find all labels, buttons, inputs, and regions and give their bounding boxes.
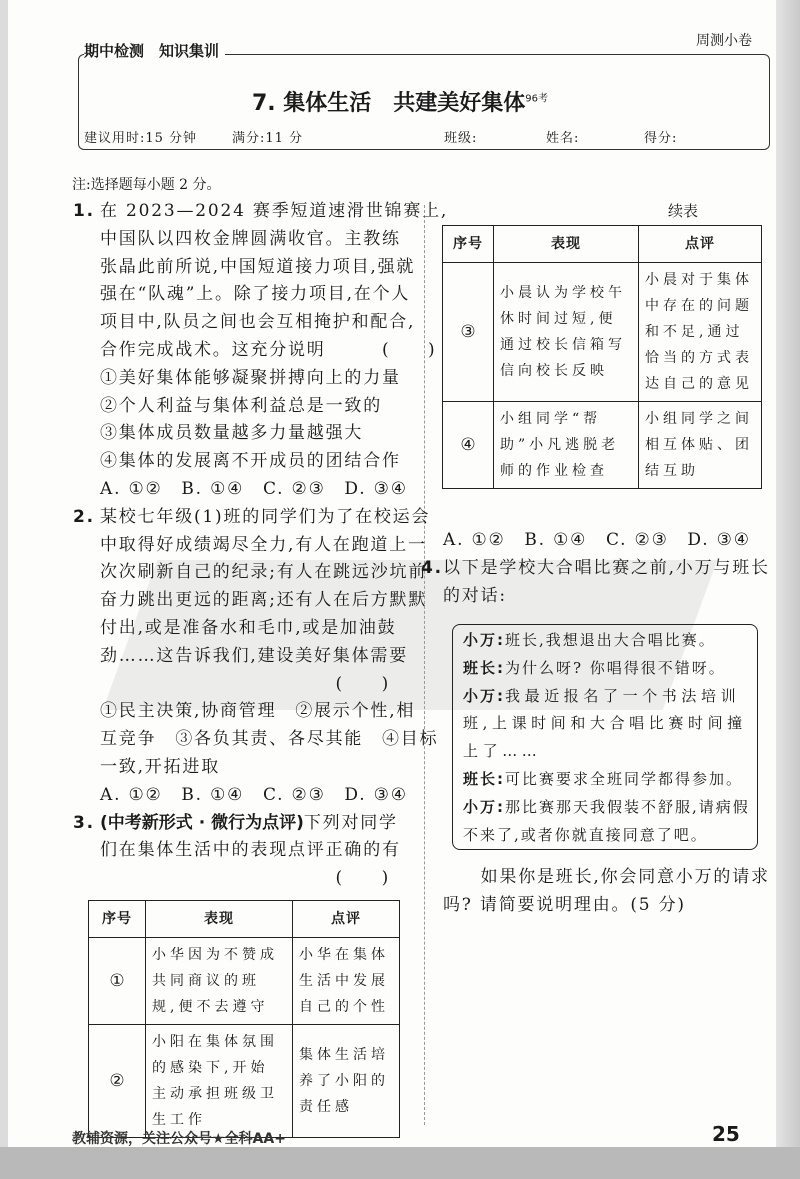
scan-edge-bottom	[0, 1147, 800, 1179]
q3-table	[88, 900, 400, 1138]
q2-line: 奋力跳出更远的距离;还有人在后方默默	[100, 590, 428, 611]
row-performance: 小晨认为学校午休时间过短,便通过校长信箱写信向校长反映	[494, 263, 639, 402]
q2-number: 2.	[73, 506, 95, 527]
title-sup: 96考	[525, 93, 549, 105]
table-row	[443, 402, 762, 489]
q4-line: 的对话:	[443, 585, 507, 606]
q4-question-line: 吗? 请简要说明理由。(5 分)	[443, 894, 686, 915]
q1-line: 在 2023—2024 赛季短道速滑世锦赛上,	[100, 201, 449, 221]
q1-item: ②个人利益与集体利益总是一致的	[100, 395, 382, 416]
q1-item: ④集体的发展离不开成员的团结合作	[100, 451, 401, 472]
table-header-row	[443, 226, 762, 263]
dialog-line	[463, 627, 757, 655]
note: 注:选择题每小题 2 分。	[72, 177, 221, 193]
row-no: ④	[443, 402, 494, 489]
q2-item: 一致,开拓进取	[100, 756, 221, 777]
section-label: 期中检测 知识集训	[84, 40, 225, 61]
q1-line: 强在“队魂”上。除了接力项目,在个人	[100, 284, 411, 305]
q3-number: 3.	[73, 812, 95, 833]
q4-question	[443, 864, 770, 920]
footer-text: 教辅资源，关注公众号★全科AA+	[72, 1131, 286, 1147]
table-row	[89, 1025, 400, 1138]
q4-number: 4.	[421, 557, 443, 578]
dialog-line	[463, 655, 757, 683]
dialog-speaker: 班长:	[463, 769, 505, 788]
q2-line: 劲……这告诉我们,建设美好集体需要	[100, 645, 409, 666]
row-comment: 小晨对于集体中存在的问题和不足,通过恰当的方式表达自己的意见	[639, 263, 762, 402]
full-score: 满分:11 分	[232, 131, 304, 146]
dialog-box	[452, 624, 758, 850]
row-performance: 小组同学“帮助”小凡逃脱老师的作业检查	[494, 402, 639, 489]
table-row	[443, 263, 762, 402]
scan-edge-left	[0, 0, 8, 1179]
header-no: 序号	[89, 901, 146, 938]
scan-edge-right	[776, 0, 800, 1179]
q3-choices: A. ①② B. ①④ C. ②③ D. ③④	[443, 530, 751, 550]
q4-line: 以下是学校大合唱比赛之前,小万与班长	[443, 557, 770, 578]
q3-tag: (中考新形式 · 微行为点评)	[100, 812, 304, 833]
row-no: ③	[443, 263, 494, 402]
table-row	[89, 938, 400, 1025]
class-field[interactable]: 班级:	[444, 131, 478, 146]
row-comment: 集体生活培养了小阳的责任感	[293, 1025, 400, 1138]
q1-line: 合作完成战术。这充分说明 ( )	[100, 339, 437, 360]
dialog-text: 那比赛那天我假装不舒服,请病假不来了,或者你就直接同意了吧。	[463, 797, 750, 844]
dialog-speaker: 班长:	[463, 658, 505, 677]
dialog-text: 我最近报名了一个书法培训班,上课时间和大合唱比赛时间撞上了……	[463, 686, 747, 761]
dialog-text: 可比赛要求全班同学都得参加。	[505, 769, 744, 788]
question-4	[421, 527, 770, 610]
q2-line: 次次刷新自己的纪录;有人在跳远沙坑前	[100, 562, 428, 583]
page-number: 25	[712, 1122, 740, 1146]
q2-choices: A. ①② B. ①④ C. ②③ D. ③④	[100, 784, 408, 805]
row-performance: 小阳在集体氛围的感染下,开始主动承担班级卫生工作	[146, 1025, 293, 1138]
continued-label: 续表	[668, 202, 699, 220]
q2-line: 付出,或是准备水和毛巾,或是加油鼓	[100, 617, 397, 638]
q1-line: 中国队以四枚金牌圆满收官。主教练	[100, 228, 401, 249]
q2-answer-bracket[interactable]: ( )	[335, 673, 390, 694]
q3-line: 下列对同学	[303, 812, 398, 833]
q3-table-continued	[442, 225, 762, 489]
q1-line: 项目中,队员之间也会互相掩护和配合,	[100, 312, 416, 333]
row-no: ②	[89, 1025, 146, 1138]
header-comment: 点评	[293, 901, 400, 938]
q2-item: ①民主决策,协商管理 ②展示个性,相	[100, 701, 416, 722]
q1-item: ③集体成员数量越多力量越强大	[100, 423, 364, 444]
dialog-speaker: 小万:	[463, 631, 505, 649]
q4-question-line: 如果你是班长,你会同意小万的请求	[443, 867, 770, 887]
row-no: ①	[89, 938, 146, 1025]
q2-line: 中取得好成绩竭尽全力,有人在跑道上一	[100, 534, 427, 555]
question-1	[73, 198, 449, 893]
row-performance: 小华因为不赞成共同商议的班规,便不去遵守	[146, 938, 293, 1025]
dialog-text: 为什么呀? 你唱得很不错呀。	[505, 658, 726, 677]
dialog-speaker: 小万:	[463, 686, 505, 705]
name-field[interactable]: 姓名:	[546, 131, 580, 146]
q1-line: 张晶此前所说,中国短道接力项目,强就	[100, 256, 416, 277]
q2-line: 某校七年级(1)班的同学们为了在校运会	[100, 506, 431, 527]
corner-label: 周测小卷	[696, 33, 752, 49]
q1-number: 1.	[73, 201, 95, 221]
dialog-line	[463, 766, 757, 794]
score-field[interactable]: 得分:	[644, 131, 678, 146]
dialog-text: 班长,我想退出大合唱比赛。	[505, 631, 716, 649]
header-performance: 表现	[494, 226, 639, 263]
table-header-row	[89, 901, 400, 938]
header-performance: 表现	[146, 901, 293, 938]
q3-line: 们在集体生活中的表现点评正确的有	[100, 840, 401, 861]
q1-item: ①美好集体能够凝聚拼搏向上的力量	[100, 367, 401, 388]
dialog-speaker: 小万:	[463, 797, 505, 816]
header-comment: 点评	[639, 226, 762, 263]
header-no: 序号	[443, 226, 494, 263]
row-comment: 小华在集体生活中发展自己的个性	[293, 938, 400, 1025]
dialog-line	[463, 683, 757, 766]
row-comment: 小组同学之间相互体贴、团结互助	[639, 402, 762, 489]
title-text: 7. 集体生活 共建美好集体	[251, 91, 526, 116]
suggested-time: 建议用时:15 分钟	[84, 131, 198, 146]
q3-answer-bracket[interactable]: ( )	[335, 868, 390, 889]
page-title	[0, 86, 800, 117]
q1-choices: A. ①② B. ①④ C. ②③ D. ③④	[100, 478, 408, 499]
q2-item: 互竞争 ③各负其责、各尽其能 ④目标	[100, 729, 439, 750]
dialog-line	[463, 794, 757, 850]
